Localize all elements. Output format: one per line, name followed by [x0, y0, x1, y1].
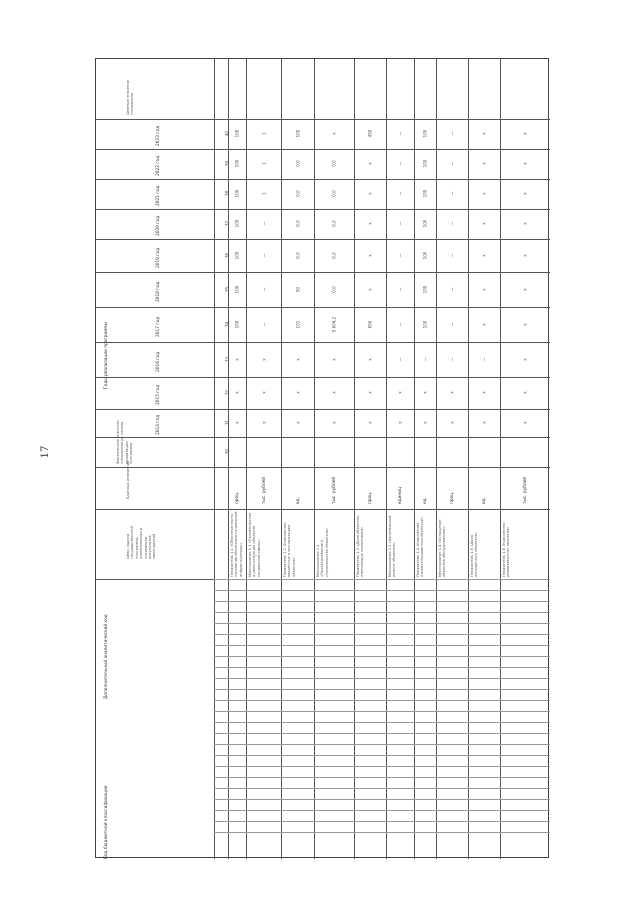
- table-grid-line: [468, 59, 469, 859]
- table-cell: х: [522, 357, 528, 361]
- table-grid-line: [500, 59, 501, 859]
- table-cell: 450: [367, 129, 373, 138]
- table-cell: х: [367, 253, 373, 257]
- table-cell: 100: [234, 219, 240, 228]
- table-cell: х: [422, 391, 428, 394]
- table-cell: —: [449, 322, 455, 326]
- table-grid-line: [96, 437, 550, 438]
- row-label: Показатель 1.1 «Обеспеченность населения объектами социальной инфраструктуры»: [230, 511, 243, 577]
- table-cell: 100: [422, 129, 428, 138]
- table-cell: 650: [367, 320, 373, 328]
- table-cell: —: [449, 287, 455, 291]
- table-cell: х: [422, 421, 428, 424]
- column-number: 38: [224, 190, 230, 197]
- row-unit: проц.: [368, 491, 373, 504]
- row-unit: ед.: [295, 497, 301, 504]
- table-cell: х: [522, 253, 528, 257]
- column-number: 34: [224, 321, 230, 327]
- table-cell: —: [397, 322, 403, 326]
- table-cell: 1: [261, 162, 266, 165]
- year-header: 2014 год: [156, 414, 161, 435]
- table-cell: —: [449, 161, 455, 166]
- year-header: 2017 год: [156, 316, 161, 337]
- year-header: 2018 год: [156, 281, 161, 302]
- table-cell: 5 604,2: [331, 316, 337, 332]
- table-cell: 100: [234, 285, 240, 293]
- table-cell: х: [522, 192, 528, 195]
- table-cell: х: [481, 192, 487, 195]
- plan-title: Годы реализации программы: [104, 322, 109, 389]
- table-cell: 100: [422, 159, 428, 168]
- code-grid-line: [214, 788, 550, 789]
- table-cell: х: [481, 222, 487, 225]
- table-cell: 100: [234, 189, 240, 198]
- table-cell: 0,0: [295, 160, 300, 167]
- row-unit: проц.: [450, 491, 455, 504]
- table-cell: 100: [295, 129, 300, 138]
- table-cell: —: [397, 253, 403, 257]
- table-cell: 100: [234, 159, 240, 168]
- code-grid-line: [214, 579, 550, 580]
- target-header: Целевое значение показателя: [126, 80, 135, 115]
- table-cell: 100: [234, 129, 240, 138]
- year-header: 2022 год: [156, 155, 161, 176]
- year-header: 2021 год: [156, 185, 161, 206]
- table-grid-line: [96, 179, 550, 180]
- row-unit: тыс. рублей: [332, 476, 337, 504]
- column-number: 35: [224, 286, 230, 292]
- column-number: 32: [224, 389, 230, 396]
- table-cell: —: [397, 287, 403, 291]
- table-grid-line: [96, 377, 550, 378]
- table-cell: —: [481, 357, 487, 361]
- table-cell: х: [481, 162, 487, 165]
- table-cell: х: [522, 132, 528, 135]
- table-cell: х: [522, 162, 528, 165]
- table-cell: 100: [422, 251, 428, 259]
- table-cell: —: [397, 357, 403, 361]
- code-grid-line: [214, 711, 550, 712]
- table-grid-line: [281, 59, 282, 859]
- table-cell: х: [261, 391, 266, 394]
- table-grid-line: [96, 307, 550, 308]
- table-cell: х: [481, 132, 487, 135]
- column-number: 30: [224, 448, 230, 455]
- row-label: Показатель 1.5 «Доля оснащённых объектов»: [470, 531, 479, 577]
- code-grid-line: [214, 678, 550, 679]
- table-cell: х: [367, 357, 373, 361]
- year-header: 2023 год: [156, 125, 161, 146]
- table-cell: —: [261, 221, 266, 226]
- code-grid-line: [214, 645, 550, 646]
- table-cell: х: [522, 421, 528, 424]
- table-cell: х: [367, 287, 373, 291]
- code-grid-line: [214, 700, 550, 701]
- column-number: 40: [224, 130, 230, 137]
- table-cell: х: [522, 287, 528, 291]
- code-grid-line: [214, 821, 550, 822]
- year-header: 2015 год: [156, 384, 161, 405]
- row-label: Мероприятие 1.4 «Оснащение объектов оборудованием»: [438, 519, 447, 577]
- table-cell: —: [397, 191, 403, 196]
- code-title: Код бюджетной классификации: [104, 785, 109, 859]
- code-grid-line: [214, 755, 550, 756]
- rotated-table: [95, 58, 549, 858]
- table-cell: х: [481, 421, 487, 424]
- table-grid-line: [96, 467, 550, 468]
- table-cell: х: [295, 421, 300, 424]
- row-unit: ед.: [482, 497, 487, 504]
- table-cell: х: [481, 322, 487, 326]
- table-cell: х: [295, 357, 300, 361]
- column-number: 36: [224, 252, 230, 258]
- table-cell: —: [261, 287, 266, 291]
- row-label: Показатель 1.3 «Доля объектов, отвечающих нормативам»: [356, 515, 365, 577]
- table-cell: —: [449, 221, 455, 226]
- table-cell: х: [367, 162, 373, 165]
- table-cell: —: [449, 191, 455, 196]
- row-unit: ед.: [423, 497, 428, 504]
- table-cell: —: [397, 161, 403, 166]
- table-cell: х: [367, 222, 373, 225]
- row-unit: тыс. рублей: [261, 476, 267, 504]
- column-number: 33: [224, 356, 230, 362]
- year-header: 2016 год: [156, 351, 161, 372]
- code-grid-line: [214, 689, 550, 690]
- row-label: Показатель 1.4 «Количество отремонтированных объектов»: [416, 516, 425, 577]
- table-cell: х: [261, 421, 266, 424]
- table-cell: х: [295, 391, 300, 394]
- row-label: Показатель 1.6 «Количество реализованных проектов»: [502, 522, 511, 577]
- table-grid-line: [96, 119, 550, 120]
- table-cell: х: [234, 391, 240, 394]
- table-cell: х: [449, 391, 455, 394]
- page-number: 17: [40, 445, 51, 459]
- table-cell: —: [397, 221, 403, 226]
- code-grid-line: [214, 656, 550, 657]
- table-grid-line: [96, 272, 550, 273]
- row-unit: единиц: [398, 487, 403, 504]
- table-cell: х: [234, 357, 240, 361]
- table-cell: х: [397, 391, 403, 394]
- table-grid-line: [96, 209, 550, 210]
- table-cell: х: [481, 391, 487, 394]
- table-cell: 100: [234, 251, 240, 259]
- table-cell: —: [261, 253, 266, 257]
- table-cell: х: [261, 357, 266, 361]
- table-cell: 0,0: [331, 190, 337, 197]
- table-cell: х: [367, 391, 373, 394]
- table-grid-line: [354, 59, 355, 859]
- column-number: 37: [224, 220, 230, 227]
- row-label: Мероприятие 1.3 «Капитальный ремонт объектов»: [388, 515, 397, 577]
- table-grid-line: [214, 59, 215, 859]
- row-label: Мероприятие 1.2 «Проектирование и строительство объектов»: [316, 527, 329, 577]
- table-cell: 1: [261, 192, 266, 195]
- code-grid-line: [214, 590, 550, 591]
- code-grid-line: [214, 722, 550, 723]
- table-cell: 0,0: [331, 160, 337, 167]
- table-cell: х: [367, 421, 373, 424]
- code-grid-line: [214, 744, 550, 745]
- table-cell: х: [367, 192, 373, 195]
- table-cell: х: [397, 421, 403, 424]
- code-grid-line: [214, 601, 550, 602]
- row-unit: тыс. рублей: [523, 476, 528, 504]
- table-cell: х: [481, 287, 487, 291]
- table-cell: 100: [422, 189, 428, 198]
- goal-block-title: Цели, задачи государственной программы, наименования и показатели результатов мероприятий: [126, 526, 157, 559]
- table-grid-line: [386, 59, 387, 859]
- table-cell: х: [522, 222, 528, 225]
- table-cell: —: [422, 357, 428, 361]
- code-grid-line: [214, 667, 550, 668]
- year-header: 2020 год: [156, 215, 161, 236]
- code-grid-line: [214, 777, 550, 778]
- table-cell: 0,0: [331, 285, 337, 293]
- code-grid-line: [214, 612, 550, 613]
- table-grid-line: [96, 149, 550, 150]
- table-cell: 0,0: [331, 251, 337, 259]
- extra-code-title: Дополнительный аналитический код: [104, 614, 109, 699]
- table-grid-line: [96, 509, 550, 510]
- table-grid-line: [96, 239, 550, 240]
- table-cell: 100: [422, 285, 428, 293]
- table-cell: х: [449, 421, 455, 424]
- table-cell: 0,0: [331, 220, 337, 227]
- table-cell: х: [481, 253, 487, 257]
- table-cell: х: [234, 421, 240, 424]
- table-cell: х: [331, 421, 337, 424]
- code-grid-line: [214, 634, 550, 635]
- table-cell: 100: [422, 320, 428, 328]
- table-cell: х: [522, 322, 528, 326]
- column-number: 31: [224, 419, 230, 426]
- row-unit: проц.: [235, 491, 240, 504]
- code-grid-line: [214, 623, 550, 624]
- table-cell: —: [449, 253, 455, 257]
- year-header: 2019 год: [156, 247, 161, 268]
- code-grid-line: [214, 799, 550, 800]
- table-cell: х: [331, 132, 337, 135]
- table-cell: х: [331, 357, 337, 361]
- column-number: 39: [224, 160, 230, 167]
- table-cell: 100: [234, 320, 240, 328]
- table-cell: —: [261, 322, 266, 326]
- row-label: Мероприятие 1.1 «Строительство и реконструкция объектов социальной сферы»: [248, 512, 261, 577]
- table-cell: 101: [295, 320, 300, 328]
- table-cell: —: [449, 357, 455, 361]
- table-cell: 0,0: [295, 220, 300, 227]
- base-value-header: Фактическое значение показателя до начала реализации программы: [116, 420, 134, 464]
- table-cell: 100: [422, 219, 428, 228]
- code-grid-line: [214, 733, 550, 734]
- indicator-unit-header: Единица измерения: [126, 460, 130, 499]
- code-grid-line: [214, 810, 550, 811]
- table-cell: 0,0: [295, 251, 300, 259]
- table-grid-line: [436, 59, 437, 859]
- table-grid-line: [246, 59, 247, 859]
- table-cell: 50: [295, 286, 300, 292]
- table-cell: 1: [261, 132, 266, 135]
- table-cell: —: [449, 131, 455, 136]
- code-grid-line: [214, 766, 550, 767]
- table-grid-line: [96, 342, 550, 343]
- table-cell: 0,0: [295, 190, 300, 197]
- table-grid-line: [96, 409, 550, 410]
- code-grid-line: [214, 832, 550, 833]
- row-label: Показатель 1.2 «Количество введённых в эксплуатацию объектов»: [283, 522, 296, 577]
- table-cell: х: [522, 391, 528, 394]
- table-grid-line: [414, 59, 415, 859]
- table-cell: х: [331, 391, 337, 394]
- table-cell: —: [397, 131, 403, 136]
- table-grid-line: [314, 59, 315, 859]
